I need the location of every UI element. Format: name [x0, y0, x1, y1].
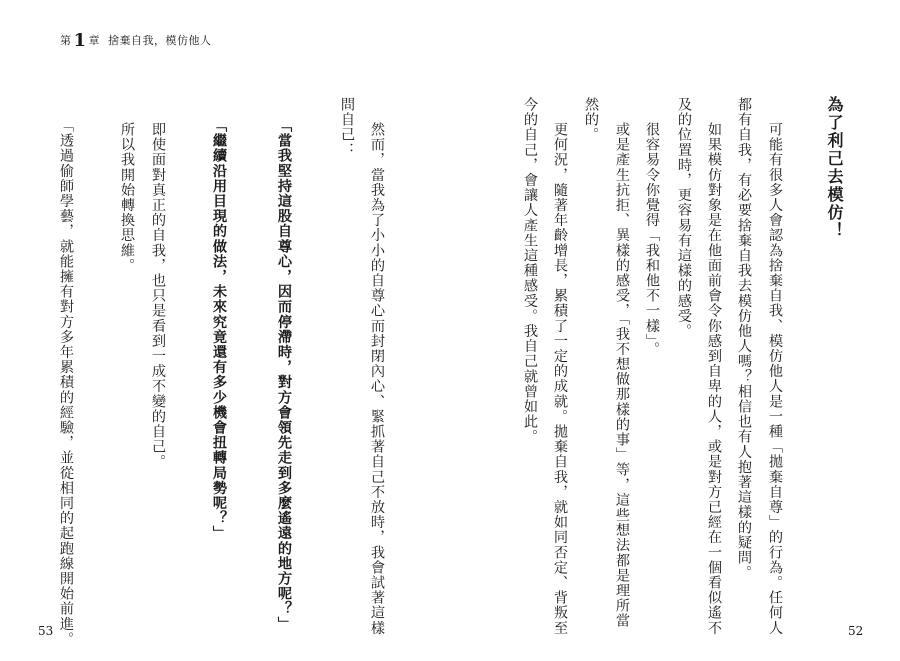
text-column-13: 所以我開始轉換思維。 — [119, 122, 135, 273]
text-column-4: 及的位置時，更容易有這樣的感受。 — [676, 97, 692, 339]
text-column-14: 「透過偷師學藝，就能擁有對方多年累積的經驗，並從相同的起跑線開始前進。 — [58, 118, 74, 647]
page-number-right: 52 — [848, 624, 864, 638]
chapter-number: 1 — [73, 30, 87, 51]
chapter-prefix: 第 — [60, 34, 72, 47]
text-column-5: 很容易令你覺得「我和他不一樣」。 — [644, 122, 660, 357]
text-column-1: 可能有很多人會認為捨棄自我、模仿他人是一種「拋棄自尊」的行為。任何人 — [767, 122, 783, 636]
text-column-3: 如果模仿對象是在他面前會令你感到自卑的人，或是對方已經在一個看似遙不 — [706, 122, 722, 636]
quote-column-1: 「當我堅持這股自尊心，因而停滯時，對方會領先走到多麼遙遠的地方呢？」 — [276, 118, 292, 632]
text-column-8: 更何況，隨著年齡增長，累積了一定的成就。拋棄自我，就如同否定、背叛至 — [552, 122, 568, 636]
text-column-12: 即使面對真正的自我，也只是看到一成不變的自己。 — [150, 122, 166, 470]
text-column-11: 問自己： — [339, 97, 355, 158]
chapter-title: 捨棄自我，模仿他人 — [108, 34, 212, 47]
chapter-suffix: 章 — [88, 34, 101, 47]
text-column-10: 然而，當我為了小小的自尊心而封閉內心、緊抓著自己不放時，我會試著這樣 — [369, 122, 385, 636]
running-header — [60, 30, 212, 51]
text-column-2: 都有自我，有必要捨棄自我去模仿他人嗎？相信也有人抱著這樣的疑問。 — [736, 97, 752, 581]
page-number-left: 53 — [38, 624, 54, 638]
text-column-9: 今的自己，會讓人產生這種感受。我自己就曾如此。 — [522, 97, 538, 445]
text-column-6: 或是產生抗拒、異樣的感受，「我不想做那樣的事」等，這些想法都是理所當 — [614, 122, 630, 629]
text-column-7: 然的。 — [583, 97, 599, 143]
quote-column-2: 「繼續沿用目現的做法，未來究竟還有多少機會扭轉局勢呢？」 — [211, 118, 227, 541]
section-heading: 為了利己去模仿！ — [825, 96, 844, 240]
